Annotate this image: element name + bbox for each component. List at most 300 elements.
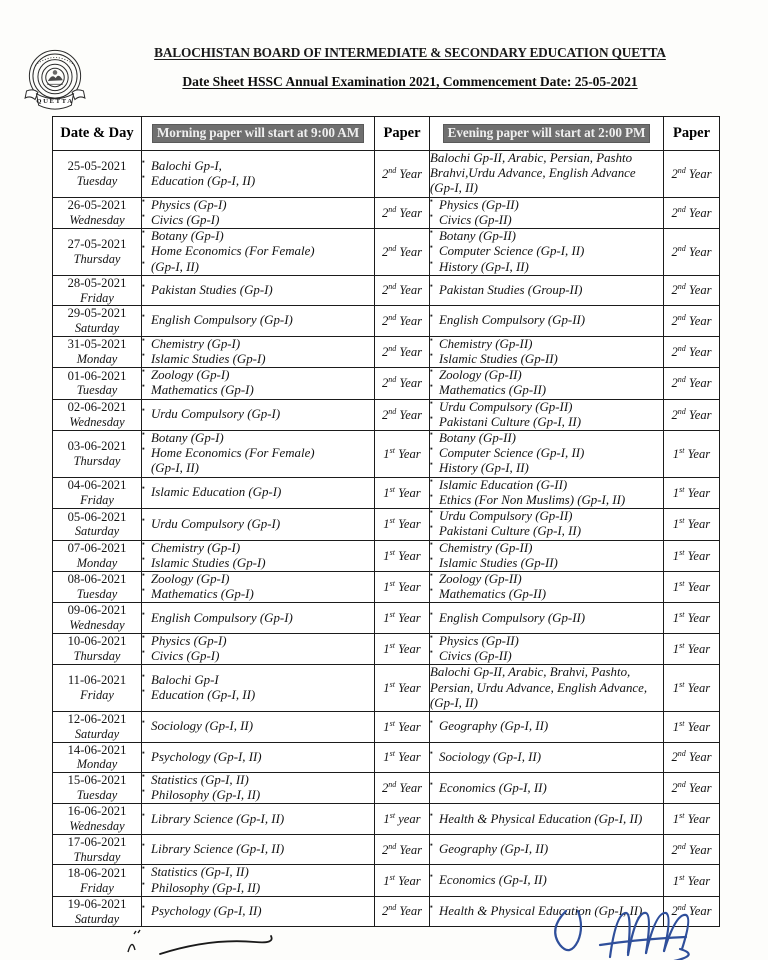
- table-row: [53, 540, 720, 571]
- cell-evening-subjects: [430, 477, 664, 508]
- cell-evening-subjects: [430, 772, 664, 803]
- header-date-day: Date & Day: [53, 117, 142, 151]
- subject-list: [430, 431, 663, 477]
- cell-morning-paper: 2nd Year: [375, 336, 430, 367]
- cell-date-day: [53, 306, 142, 336]
- subject-item: ▪ Health & Physical Education (Gp-I, II): [430, 904, 663, 919]
- table-head: [53, 117, 720, 151]
- subject-list: [142, 313, 374, 328]
- exam-date: 26-05-2021: [67, 198, 127, 213]
- exam-date: 18-06-2021: [67, 865, 127, 880]
- cell-morning-subjects: [142, 540, 375, 571]
- table-row: [53, 665, 720, 712]
- cell-evening-paper: 2nd Year: [664, 275, 720, 305]
- subject-item: ▪ Pakistani Culture (Gp-I, II): [430, 415, 663, 430]
- cell-date-day: [53, 834, 142, 864]
- exam-date: 03-06-2021: [67, 439, 127, 454]
- exam-date: 25-05-2021: [67, 159, 127, 174]
- table-row: [53, 336, 720, 367]
- subject-item: ▪ Education (Gp-I, II): [142, 688, 374, 703]
- cell-evening-paper: 2nd Year: [664, 742, 720, 772]
- board-seal-icon: [19, 44, 91, 118]
- subject-item: ▪ Education (Gp-I, II): [142, 174, 374, 189]
- cell-date-day: [53, 804, 142, 834]
- header-paper-evening: Paper: [664, 117, 720, 151]
- subject-item: ▪ Mathematics (Gp-II): [430, 587, 663, 602]
- cell-date-day: [53, 151, 142, 198]
- table-row: [53, 603, 720, 633]
- exam-date: 31-05-2021: [67, 337, 127, 352]
- cell-evening-subjects: [430, 572, 664, 603]
- cell-date-day: [53, 509, 142, 540]
- cell-morning-paper: 2nd Year: [375, 834, 430, 864]
- exam-day: Thursday: [73, 649, 121, 664]
- cell-evening-subjects: [430, 865, 664, 896]
- cell-morning-paper: 1st Year: [375, 665, 430, 712]
- cell-morning-paper: 2nd Year: [375, 197, 430, 228]
- cell-evening-subjects: [430, 834, 664, 864]
- header-morning-label: Morning paper will start at 9:00 AM: [152, 124, 364, 143]
- exam-day: Thursday: [73, 849, 121, 864]
- subject-item: ▪ Islamic Studies (Gp-II): [430, 352, 663, 367]
- subject-item: ▪ Health & Physical Education (Gp-I, II): [430, 812, 663, 827]
- subject-item: ▪ Botany (Gp-I): [142, 431, 374, 446]
- subject-list: [430, 509, 663, 539]
- subject-item: ▪ Computer Science (Gp-I, II): [430, 446, 663, 461]
- cell-date-day: [53, 633, 142, 664]
- subject-list: [142, 719, 374, 734]
- cell-date-day: [53, 572, 142, 603]
- cell-evening-subjects: [430, 336, 664, 367]
- subject-item: ▪ Sociology (Gp-I, II): [142, 719, 374, 734]
- exam-date: 15-06-2021: [67, 773, 127, 788]
- exam-day: Monday: [76, 555, 118, 570]
- subject-item: (Gp-I, II): [151, 461, 199, 476]
- cell-date-day: [53, 336, 142, 367]
- subject-item: ▪ Balochi Gp-I,: [142, 159, 374, 174]
- exam-date: 28-05-2021: [67, 275, 127, 290]
- subject-list: [430, 750, 663, 765]
- subject-item: ▪ Mathematics (Gp-I): [142, 587, 374, 602]
- subject-item: ▪ Chemistry (Gp-II): [430, 541, 663, 556]
- cell-evening-subjects: [430, 665, 664, 712]
- table-row: [53, 742, 720, 772]
- cell-evening-subjects: [430, 540, 664, 571]
- cell-morning-paper: 1st Year: [375, 431, 430, 478]
- header-morning: [142, 117, 375, 151]
- cell-morning-paper: 2nd Year: [375, 275, 430, 305]
- cell-evening-paper: 1st Year: [664, 712, 720, 742]
- subject-item: ▪ English Compulsory (Gp-I): [142, 611, 374, 626]
- cell-morning-subjects: [142, 896, 375, 926]
- subject-list: [142, 431, 374, 477]
- header-row: [53, 117, 720, 151]
- subject-list: [142, 407, 374, 422]
- cell-evening-paper: 2nd Year: [664, 336, 720, 367]
- subject-item: ▪ Chemistry (Gp-II): [430, 337, 663, 352]
- subject-item: ▪ Botany (Gp-I): [142, 229, 374, 244]
- subject-list: [430, 478, 663, 508]
- header-evening-label: Evening paper will start at 2:00 PM: [443, 124, 651, 143]
- subject-item: ▪ Civics (Gp-II): [430, 649, 663, 664]
- cell-morning-paper: 2nd Year: [375, 151, 430, 198]
- subject-item: ▪ Zoology (Gp-II): [430, 368, 663, 383]
- subject-list: [142, 572, 374, 602]
- exam-day: Thursday: [73, 453, 121, 468]
- cell-date-day: [53, 275, 142, 305]
- subject-list: [430, 842, 663, 857]
- subject-list: [430, 719, 663, 734]
- subject-item: ▪ Physics (Gp-II): [430, 198, 663, 213]
- subject-item: ▪ Library Science (Gp-I, II): [142, 842, 374, 857]
- exam-day: Friday: [80, 493, 114, 508]
- subject-item: ▪ Library Science (Gp-I, II): [142, 812, 374, 827]
- subject-list: [430, 368, 663, 398]
- cell-date-day: [53, 742, 142, 772]
- cell-evening-subjects: [430, 368, 664, 399]
- subject-list: [430, 400, 663, 430]
- subject-item: ▪ English Compulsory (Gp-II): [430, 611, 663, 626]
- cell-evening-paper: 2nd Year: [664, 368, 720, 399]
- subject-item: ▪ Pakistan Studies (Group-II): [430, 283, 663, 298]
- subject-item: ▪ Computer Science (Gp-I, II): [430, 244, 663, 259]
- table-body: [53, 151, 720, 927]
- subject-list: [142, 337, 374, 367]
- subject-item: ▪ Home Economics (For Female): [142, 244, 374, 259]
- cell-morning-subjects: [142, 603, 375, 633]
- exam-day: Saturday: [74, 911, 120, 926]
- subject-list: [430, 812, 663, 827]
- subject-list: [142, 283, 374, 298]
- cell-evening-paper: 2nd Year: [664, 151, 720, 198]
- table-row: [53, 477, 720, 508]
- subject-item: ▪ Sociology (Gp-I, II): [430, 750, 663, 765]
- subject-list: [430, 198, 663, 228]
- subject-item: ▪ Geography (Gp-I, II): [430, 842, 663, 857]
- cell-morning-subjects: [142, 399, 375, 430]
- table-row: [53, 834, 720, 864]
- subject-list: [142, 750, 374, 765]
- table-row: [53, 275, 720, 305]
- subject-item: ▪ History (Gp-I, II): [430, 461, 663, 476]
- cell-morning-subjects: [142, 431, 375, 478]
- cell-evening-subjects: [430, 197, 664, 228]
- cell-morning-paper: 2nd Year: [375, 306, 430, 336]
- cell-morning-subjects: [142, 804, 375, 834]
- subject-item: ▪ Pakistani Culture (Gp-I, II): [430, 524, 663, 539]
- cell-evening-paper: 1st Year: [664, 572, 720, 603]
- exam-date: 07-06-2021: [67, 541, 127, 556]
- cell-date-day: [53, 368, 142, 399]
- table-row: [53, 896, 720, 926]
- subject-item: ▪ Zoology (Gp-II): [430, 572, 663, 587]
- subject-item: ▪ Physics (Gp-I): [142, 198, 374, 213]
- cell-morning-paper: 2nd Year: [375, 399, 430, 430]
- subject-list: [430, 781, 663, 796]
- subject-list: [430, 873, 663, 888]
- cell-morning-subjects: [142, 665, 375, 712]
- cell-morning-subjects: [142, 477, 375, 508]
- exam-day: Tuesday: [76, 383, 118, 398]
- exam-date: 08-06-2021: [67, 572, 127, 587]
- cell-morning-paper: 2nd Year: [375, 896, 430, 926]
- cell-evening-subjects: [430, 633, 664, 664]
- cell-morning-paper: 1st Year: [375, 477, 430, 508]
- cell-morning-subjects: [142, 197, 375, 228]
- cell-date-day: [53, 477, 142, 508]
- exam-date: 05-06-2021: [67, 509, 127, 524]
- subject-list: [142, 517, 374, 532]
- table-row: [53, 399, 720, 430]
- exam-date: 02-06-2021: [67, 400, 127, 415]
- board-logo: [0, 42, 110, 118]
- subject-item: ▪ Economics (Gp-I, II): [430, 781, 663, 796]
- subject-item: ▪ Psychology (Gp-I, II): [142, 904, 374, 919]
- cell-evening-subjects: [430, 151, 664, 198]
- date-sheet-table-wrapper: [52, 116, 719, 927]
- exam-day: Tuesday: [76, 173, 118, 188]
- subject-item: ▪ Islamic Education (Gp-I): [142, 485, 374, 500]
- cell-evening-paper: 2nd Year: [664, 229, 720, 276]
- subject-item: ▪ Economics (Gp-I, II): [430, 873, 663, 888]
- cell-evening-paper: 1st Year: [664, 804, 720, 834]
- cell-evening-paper: 1st Year: [664, 540, 720, 571]
- subject-item: ▪ Chemistry (Gp-I): [142, 541, 374, 556]
- cell-morning-paper: 1st Year: [375, 712, 430, 742]
- subject-list: [430, 572, 663, 602]
- exam-day: Tuesday: [76, 587, 118, 602]
- cell-morning-subjects: [142, 336, 375, 367]
- subject-item: ▪ (Gp-I, II): [142, 260, 374, 275]
- exam-date: 19-06-2021: [67, 896, 127, 911]
- cell-evening-subjects: [430, 229, 664, 276]
- cell-morning-subjects: [142, 306, 375, 336]
- cell-evening-paper: 1st Year: [664, 477, 720, 508]
- subject-item: ▪ Balochi Gp-I: [142, 673, 374, 688]
- exam-day: Monday: [76, 757, 118, 772]
- cell-evening-subjects: [430, 399, 664, 430]
- table-row: [53, 572, 720, 603]
- subject-paragraph: [430, 151, 663, 197]
- cell-evening-paper: 1st Year: [664, 431, 720, 478]
- subject-list: [430, 337, 663, 367]
- cell-evening-subjects: [430, 275, 664, 305]
- table-row: [53, 368, 720, 399]
- cell-evening-subjects: [430, 509, 664, 540]
- subject-item: ▪ Pakistan Studies (Gp-I): [142, 283, 374, 298]
- cell-evening-subjects: [430, 742, 664, 772]
- cell-morning-paper: 1st Year: [375, 603, 430, 633]
- exam-day: Wednesday: [69, 414, 125, 429]
- cell-evening-paper: 2nd Year: [664, 896, 720, 926]
- cell-morning-paper: 1st Year: [375, 572, 430, 603]
- subject-item: ▪ Statistics (Gp-I, II): [142, 773, 374, 788]
- cell-morning-subjects: [142, 509, 375, 540]
- subject-item: ▪ Philosophy (Gp-I, II): [142, 881, 374, 896]
- cell-evening-paper: 1st Year: [664, 603, 720, 633]
- subject-item: ▪ Mathematics (Gp-I): [142, 383, 374, 398]
- table-row: [53, 772, 720, 803]
- cell-morning-paper: 2nd Year: [375, 229, 430, 276]
- table-row: [53, 306, 720, 336]
- subject-list: [142, 773, 374, 803]
- subject-list: [142, 541, 374, 571]
- document-header: [0, 42, 768, 114]
- date-sheet-table: [52, 116, 720, 927]
- table-row: [53, 804, 720, 834]
- subject-item: ▪ Civics (Gp-I): [142, 649, 374, 664]
- cell-date-day: [53, 197, 142, 228]
- exam-date: 01-06-2021: [67, 368, 127, 383]
- cell-morning-paper: 1st Year: [375, 540, 430, 571]
- subject-list: [142, 812, 374, 827]
- exam-day: Wednesday: [69, 819, 125, 834]
- cell-date-day: [53, 399, 142, 430]
- subject-item: ▪ Zoology (Gp-I): [142, 572, 374, 587]
- cell-evening-paper: 2nd Year: [664, 772, 720, 803]
- exam-date: 16-06-2021: [67, 804, 127, 819]
- subject-item: ▪ Botany (Gp-II): [430, 229, 663, 244]
- subject-item: ▪ Urdu Compulsory (Gp-II): [430, 400, 663, 415]
- subject-item: ▪ Physics (Gp-II): [430, 634, 663, 649]
- subject-item: ▪ Statistics (Gp-I, II): [142, 865, 374, 880]
- cell-date-day: [53, 603, 142, 633]
- table-row: [53, 633, 720, 664]
- subject-text: Balochi Gp-II, Arabic, Persian, Pashto Brahvi,Urdu Advance, English Advance (Gp-I, II): [430, 151, 636, 196]
- cell-date-day: [53, 665, 142, 712]
- cell-evening-paper: 1st Year: [664, 865, 720, 896]
- subject-paragraph: [430, 665, 663, 711]
- cell-morning-subjects: [142, 834, 375, 864]
- exam-day: Friday: [80, 688, 114, 703]
- table-row: [53, 865, 720, 896]
- subject-item: ▪ Mathematics (Gp-II): [430, 383, 663, 398]
- header-evening: [430, 117, 664, 151]
- footer-pen-mark: [120, 928, 340, 960]
- subject-item: ▪ Zoology (Gp-I): [142, 368, 374, 383]
- cell-evening-paper: 1st Year: [664, 633, 720, 664]
- cell-evening-subjects: [430, 306, 664, 336]
- cell-morning-paper: 2nd Year: [375, 772, 430, 803]
- cell-date-day: [53, 540, 142, 571]
- subject-item: ▪ Civics (Gp-II): [430, 213, 663, 228]
- cell-evening-paper: 2nd Year: [664, 834, 720, 864]
- subject-item: ▪ History (Gp-I, II): [430, 260, 663, 275]
- cell-morning-subjects: [142, 368, 375, 399]
- subject-list: [430, 611, 663, 626]
- cell-date-day: [53, 865, 142, 896]
- exam-day: Wednesday: [69, 212, 125, 227]
- exam-date: 12-06-2021: [67, 712, 127, 727]
- cell-evening-subjects: [430, 431, 664, 478]
- subject-text: Balochi Gp-II, Arabic, Brahvi, Pashto, Persian, Urdu Advance, English Advance, (Gp-I, II): [430, 665, 648, 710]
- cell-date-day: [53, 229, 142, 276]
- exam-day: Tuesday: [76, 788, 118, 803]
- cell-evening-subjects: [430, 804, 664, 834]
- cell-evening-subjects: [430, 603, 664, 633]
- cell-date-day: [53, 431, 142, 478]
- subject-item: ▪ Physics (Gp-I): [142, 634, 374, 649]
- exam-date: 10-06-2021: [67, 634, 127, 649]
- table-row: [53, 431, 720, 478]
- exam-day: Thursday: [73, 252, 121, 267]
- header-paper-morning: Paper: [375, 117, 430, 151]
- cell-morning-subjects: [142, 865, 375, 896]
- subject-list: [142, 673, 374, 703]
- subject-item: ▪ Urdu Compulsory (Gp-I): [142, 517, 374, 532]
- date-sheet-subtitle: Date Sheet HSSC Annual Examination 2021, Commencement Date: 25-05-2021: [182, 74, 638, 89]
- subject-list: [142, 485, 374, 500]
- subject-item: ▪ Home Economics (For Female): [142, 446, 374, 461]
- exam-date: 14-06-2021: [67, 742, 127, 757]
- cell-morning-paper: 1st Year: [375, 742, 430, 772]
- cell-evening-subjects: [430, 712, 664, 742]
- subject-item: ▪ Psychology (Gp-I, II): [142, 750, 374, 765]
- cell-morning-subjects: [142, 772, 375, 803]
- cell-morning-subjects: [142, 275, 375, 305]
- table-row: [53, 197, 720, 228]
- exam-date: 29-05-2021: [67, 306, 127, 321]
- exam-day: Saturday: [74, 321, 120, 336]
- subject-list: [430, 541, 663, 571]
- subject-item: ▪ Islamic Education (G-II): [430, 478, 663, 493]
- subject-list: [142, 904, 374, 919]
- exam-day: Saturday: [74, 524, 120, 539]
- subject-list: [142, 159, 374, 189]
- exam-date: 17-06-2021: [67, 834, 127, 849]
- subject-list: [430, 634, 663, 664]
- subject-item: ▪ Islamic Studies (Gp-II): [430, 556, 663, 571]
- table-row: [53, 229, 720, 276]
- cell-morning-subjects: [142, 151, 375, 198]
- cell-morning-paper: 2nd Year: [375, 368, 430, 399]
- exam-date: 27-05-2021: [67, 237, 127, 252]
- cell-evening-paper: 2nd Year: [664, 399, 720, 430]
- cell-morning-subjects: [142, 229, 375, 276]
- subject-item: ▪ Botany (Gp-II): [430, 431, 663, 446]
- subject-item: ▪ Chemistry (Gp-I): [142, 337, 374, 352]
- cell-evening-paper: 2nd Year: [664, 197, 720, 228]
- exam-date: 09-06-2021: [67, 603, 127, 618]
- cell-date-day: [53, 712, 142, 742]
- subject-item: ▪ Ethics (For Non Muslims) (Gp-I, II): [430, 493, 663, 508]
- title-block: [110, 42, 768, 90]
- exam-day: Friday: [80, 880, 114, 895]
- subject-list: [142, 611, 374, 626]
- subject-list: [430, 313, 663, 328]
- cell-morning-subjects: [142, 633, 375, 664]
- subject-item: ▪ Philosophy (Gp-I, II): [142, 788, 374, 803]
- subject-item: ▪ Islamic Studies (Gp-I): [142, 352, 374, 367]
- exam-date: 11-06-2021: [67, 673, 127, 688]
- subject-list: [430, 229, 663, 275]
- table-row: [53, 712, 720, 742]
- cell-morning-paper: 1st year: [375, 804, 430, 834]
- cell-morning-subjects: [142, 712, 375, 742]
- exam-day: Monday: [76, 352, 118, 367]
- cell-date-day: [53, 772, 142, 803]
- cell-morning-paper: 1st Year: [375, 865, 430, 896]
- exam-day: Wednesday: [69, 618, 125, 633]
- cell-evening-paper: 1st Year: [664, 665, 720, 712]
- subject-item: ▪ Urdu Compulsory (Gp-I): [142, 407, 374, 422]
- cell-evening-paper: 1st Year: [664, 509, 720, 540]
- subject-item: ▪ Urdu Compulsory (Gp-II): [430, 509, 663, 524]
- subject-list: [142, 368, 374, 398]
- cell-evening-subjects: [430, 896, 664, 926]
- exam-day: Friday: [80, 290, 114, 305]
- subject-item: ▪ Islamic Studies (Gp-I): [142, 556, 374, 571]
